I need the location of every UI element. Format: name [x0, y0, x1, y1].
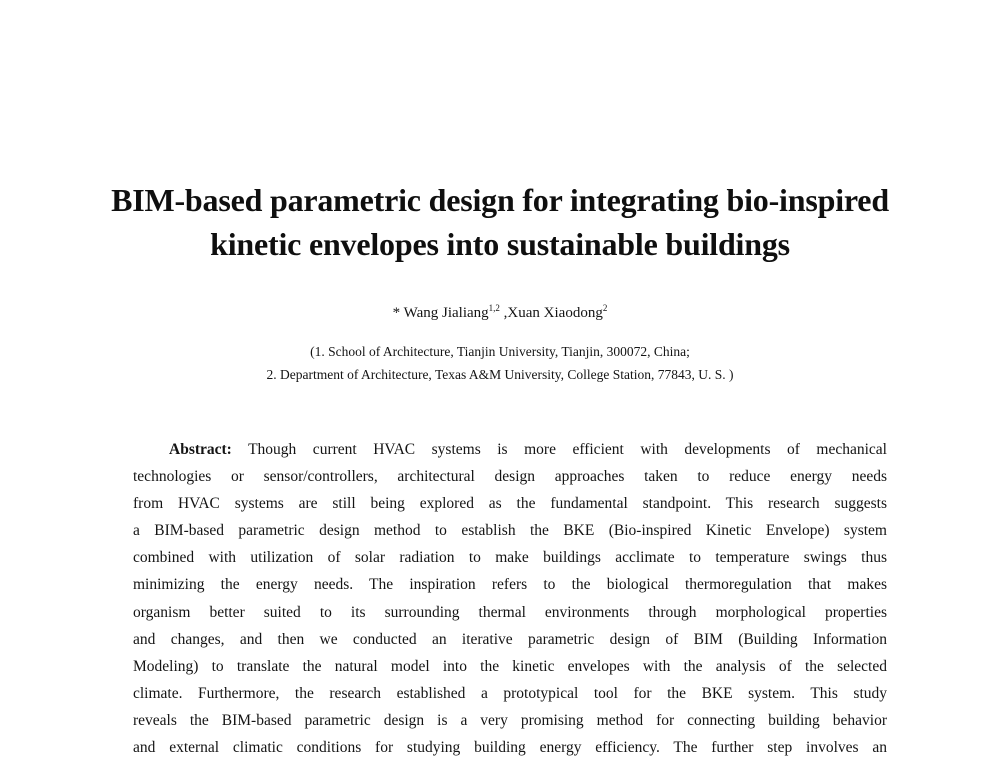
author-name-1: Wang Jialiang [403, 305, 489, 321]
abstract-line: reveals the BIM-based parametric design is a very promising method for connecting building behavior [133, 711, 887, 729]
abstract-line [133, 436, 887, 463]
abstract-line: Modeling) to translate the natural model into the kinetic envelopes with the analysis of the selected [133, 657, 887, 675]
abstract-line-text: Though current HVAC systems is more efficient with developments of mechanical [248, 441, 887, 458]
author-name-2: Xuan Xiaodong [507, 305, 603, 321]
abstract-line: combined with utilization of solar radiation to make buildings acclimate to temperature swings thus [133, 549, 887, 567]
title-line-1: BIM-based parametric design for integrating bio-inspired [111, 182, 889, 218]
abstract-line: from HVAC systems are still being explored as the fundamental standpoint. This research suggests [133, 495, 887, 513]
paper-title [0, 178, 1000, 266]
title-line-2: kinetic envelopes into sustainable buildings [210, 226, 790, 262]
author-affiliation-marker-2: 2 [602, 303, 608, 313]
abstract-line: organism better suited to its surrounding thermal environments through morphological properties [133, 603, 887, 621]
abstract-line: climate. Furthermore, the research established a prototypical tool for the BKE system. This study [133, 684, 887, 702]
abstract-line: and external climatic conditions for studying building energy efficiency. The further step involves an [133, 739, 887, 757]
abstract-line: minimizing the energy needs. The inspiration refers to the biological thermoregulation that makes [133, 576, 887, 594]
author-affiliation-marker-1: 1,2 [488, 303, 500, 313]
abstract-line: and changes, and then we conducted an iterative parametric design of BIM (Building Information [133, 630, 887, 648]
author-prefix: * [392, 305, 404, 321]
abstract-block [133, 436, 887, 761]
affiliation-1: (1. School of Architecture, Tianjin University, Tianjin, 300072, China; [310, 344, 690, 359]
abstract-line: technologies or sensor/controllers, architectural design approaches taken to reduce energy needs [133, 468, 887, 486]
author-separator: , [499, 305, 508, 321]
abstract-line: a BIM-based parametric design method to establish the BKE (Bio-inspired Kinetic Envelope) system [133, 522, 887, 540]
author-line [0, 303, 1000, 323]
abstract-label: Abstract: [169, 441, 232, 458]
affiliation-2: 2. Department of Architecture, Texas A&M University, College Station, 77843, U. S. ) [266, 367, 734, 382]
